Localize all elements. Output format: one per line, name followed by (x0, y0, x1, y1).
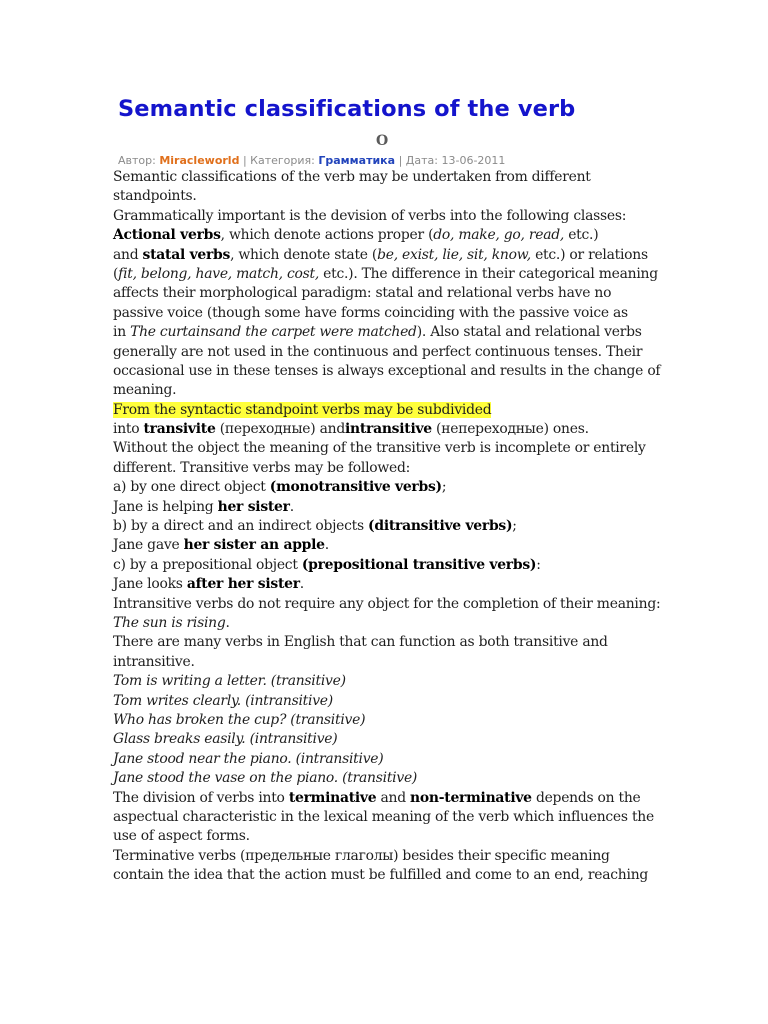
author-label: Автор: (118, 154, 156, 167)
term-intransitive: intransitive (344, 421, 432, 438)
term-statal: statal verbs (142, 246, 231, 263)
highlighted-text: From the syntactic standpoint verbs may be subdivided (113, 401, 492, 418)
text-line: Without the object the meaning of the transitive verb is incomplete or entirely (113, 440, 646, 457)
example-line: Glass breaks easily. (intransitive) (113, 731, 338, 748)
text-line: Jane gave her sister an apple. (113, 537, 329, 554)
text-line: Grammatically important is the devision of verbs into the following classes: (113, 207, 627, 224)
text-line: meaning. (113, 382, 177, 399)
text-line: The sun is rising. (113, 614, 230, 631)
author-link[interactable]: Miracleworld (159, 154, 240, 167)
text-line: Actional verbs, which denote actions proper (do, make, go, read, etc.) (113, 227, 599, 244)
example-line: Tom writes clearly. (intransitive) (113, 692, 333, 709)
text-line: The division of verbs into terminative and non-terminative depends on the (113, 789, 641, 806)
text-line: contain the idea that the action must be fulfilled and come to an end, reaching (113, 867, 649, 884)
text-line: Terminative verbs (предельные глаголы) besides their specific meaning (113, 847, 610, 864)
blank-page-area (0, 900, 768, 1024)
term-terminative: terminative (288, 789, 377, 806)
example-line: Who has broken the cup? (transitive) (113, 711, 366, 728)
text-line: Semantic classifications of the verb may be undertaken from different (113, 169, 591, 185)
text-line: aspectual characteristic in the lexical meaning of the verb which influences the (113, 808, 654, 825)
example-line: Jane stood near the piano. (intransitive) (113, 750, 384, 767)
term-non-terminative: non-terminative (410, 789, 532, 806)
example-line: Jane stood the vase on the piano. (transitive) (113, 770, 418, 787)
article-meta (118, 154, 505, 167)
text-line: use of aspect forms. (113, 828, 250, 845)
example-line: Tom is writing a letter. (transitive) (113, 673, 346, 690)
date-label: Дата: (405, 154, 438, 167)
text-line: and statal verbs, which denote state (be, exist, lie, sit, know, etc.) or relations (113, 246, 648, 263)
text-line: passive voice (though some have forms coinciding with the passive voice as (113, 304, 628, 321)
meta-separator: | (398, 154, 403, 167)
category-link[interactable]: Грамматика (318, 154, 396, 167)
term-transitive: transivite (143, 421, 216, 438)
text-line: b) by a direct and an indirect objects (ditransitive verbs); (113, 518, 517, 535)
text-line: Jane is helping her sister. (113, 498, 294, 515)
article-body (113, 168, 673, 885)
text-line: (fit, belong, have, match, cost, etc.). The difference in their categorical meaning (113, 265, 658, 282)
text-line: Jane looks after her sister. (113, 576, 304, 593)
text-line: different. Transitive verbs may be followed: (113, 459, 411, 476)
text-line: standpoints. (113, 188, 197, 205)
text-line: a) by one direct object (monotransitive verbs); (113, 479, 447, 496)
article-title: Semantic classifications of the verb (118, 96, 576, 122)
term-actional: Actional verbs (113, 227, 221, 244)
text-line: occasional use in these tenses is always exceptional and results in the change of (113, 362, 661, 379)
text-line: into transivite (переходные) andintransitive (непереходные) ones. (113, 421, 589, 438)
category-label: Категория: (250, 154, 315, 167)
text-line: Intransitive verbs do not require any object for the completion of their meaning: (113, 595, 661, 612)
text-line: generally are not used in the continuous and perfect continuous tenses. Their (113, 343, 643, 360)
title-ornament: O (376, 133, 389, 149)
meta-separator: | (242, 154, 247, 167)
text-line: There are many verbs in English that can function as both transitive and (113, 634, 608, 651)
highlighted-line (113, 401, 673, 420)
date-value: 13-06-2011 (441, 154, 506, 167)
text-line: intransitive. (113, 653, 195, 670)
text-line: affects their morphological paradigm: statal and relational verbs have no (113, 285, 612, 302)
text-line: in The curtainsand the carpet were matched). Also statal and relational verbs (113, 324, 642, 341)
text-line: c) by a prepositional object (prepositional transitive verbs): (113, 556, 541, 573)
